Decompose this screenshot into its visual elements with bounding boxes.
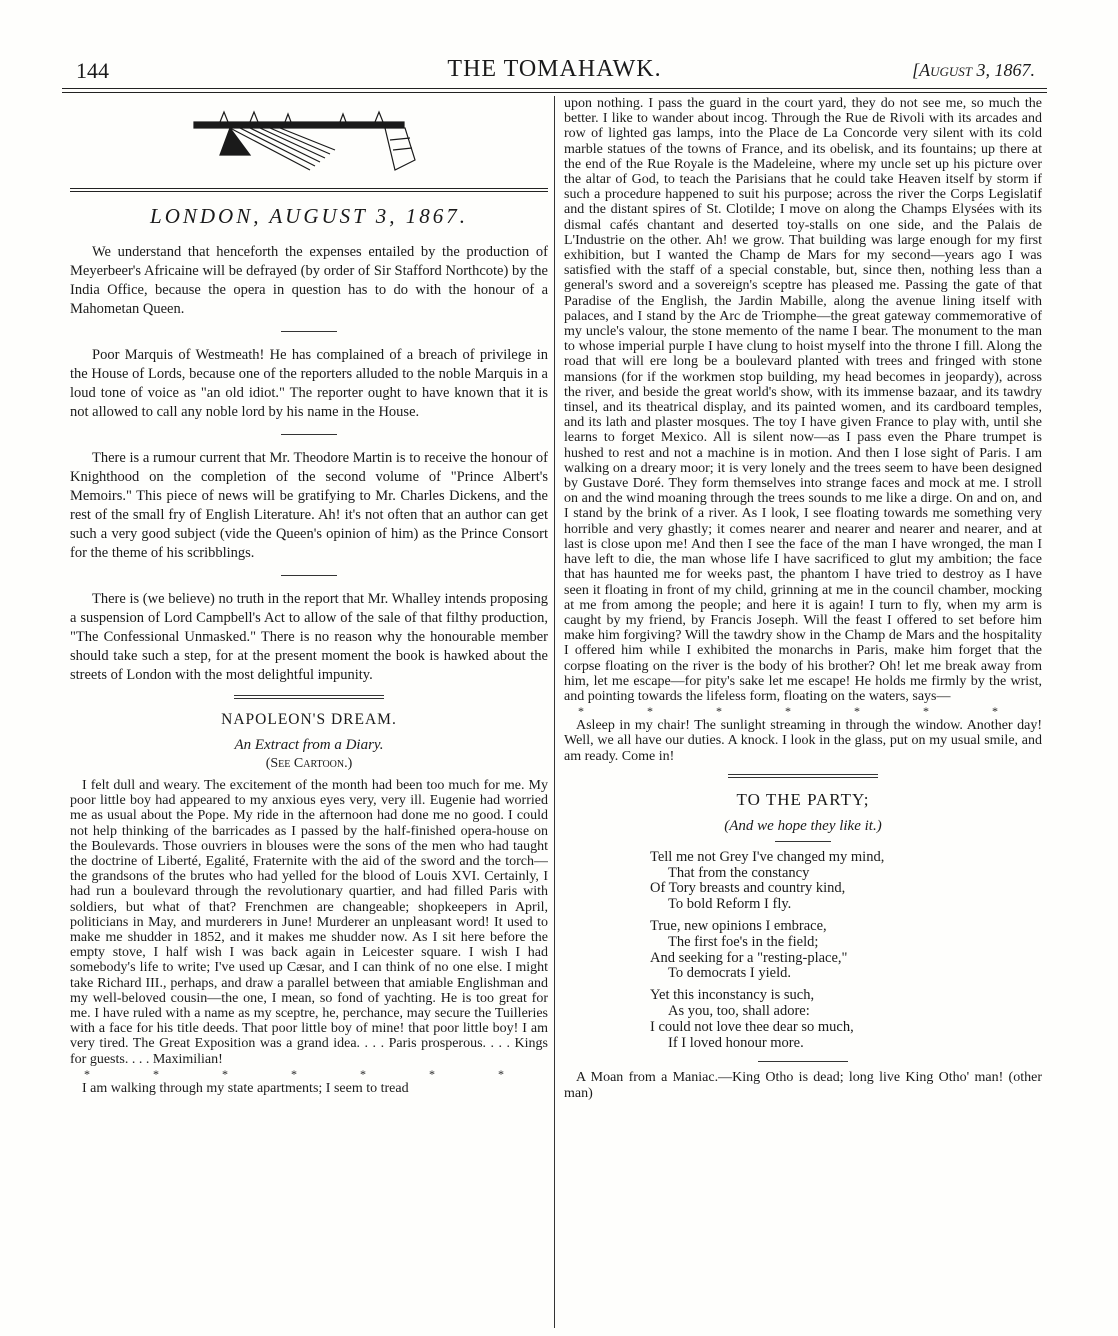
poem-line: As you, too, shall adore: [668,1002,810,1019]
divider [281,434,337,435]
header-rule [62,88,1047,93]
poem-line: To democrats I yield. [668,965,792,982]
poem-line: Of Tory breasts and country kind, [650,880,846,897]
poem-stanza [650,850,1042,913]
paragraph-westmeath: Poor Marquis of Westmeath! He has complained of a breach of privilege in the House of Lords, because one of the reporters alluded to the noble Marquis in a loud tone of voice as "an old idiot." The reporter ought to have known that it is not allowed to call any noble lord by his name in the House. [70,347,548,420]
poem-line: I could not love thee dear so much, [650,1018,854,1035]
newspaper-page [62,48,1047,1288]
section-note: (See Cartoon.) [265,756,353,771]
poem-line: If I loved honour more. [668,1034,804,1051]
left-column [70,96,548,1328]
poem-title: TO THE PARTY; [736,789,870,809]
poem-line: That from the constancy [668,864,810,881]
paragraph-africaine: We understand that henceforth the expenses entailed by the production of Meyerbeer's Africaine will be defrayed (by order of Sir Stafford Northcote) by the India Office, because the opera in question has to do with the honour of a Mahometan Queen. [70,244,548,317]
asterism: * * * * * * * [578,704,1028,719]
poem-line: The first foe's in the field; [668,933,819,950]
poem-line: And seeking for a "resting-place," [650,949,848,966]
paragraph-whalley: There is (we believe) no truth in the report that Mr. Whalley intends proposing a suspension of Lord Campbell's Act to allow of the sale of that filthy production, "The Confessional Unmasked." There is no reason why the honourable member should take such a step, for at the present moment the book is hawked about the streets of London with the most delightful impunity. [70,591,548,683]
section-rule [234,695,384,699]
dream-epilogue: Asleep in my chair! The sunlight streaming in through the window. Another day! Well, we all have our duties. A knock. I look in the glass, put on my usual smile, and am ready. Come in! [564,718,1042,764]
poem-line: Tell me not Grey I've changed my mind, [650,848,885,865]
tomahawk-emblem [70,100,548,180]
dream-text-part2: upon nothing. I pass the guard in the court yard, they do not see me, so much the better. I like to wander about incog. Through the Rue de Rivoli with its arcades and row of lighted gas lamps, into the Place de La Concorde very silent with its cold marble statues of the towns of France, and its obelisk, and its fountains; up there at the end of the Rue Royale is the Madeleine, where my uncle set up his picture over the altar of God, to teach the Parisians that he could take Heaven itself by storm if such a procedure happened to suit his purpose; across the river the Corps Legislatif and the distant spires of St. Clotilde; I move on along the Champs Elysées with its dismal cafés chantant and deserted toy-stalls on one side, and the Palais de L'Industrie on the other. Ah! we grow. That building was large enough for my first exhibition, but I wanted the Champ de Mars for my second—years ago I was satisfied with the staff of a special constable, but, since then, nothing less than a general's sword and a sovereign's sceptre has pleased me. Passing the gate of that Paradise of the English, the Jardin Mabille, along the avenue lining itself with palaces, and I stand by the Arc de Triomphe—the great gateway commemorative of my uncle's valour, the stone memento of the name I bear. The monument to the man to whose imperial purple I have clung to hoist myself into the throne I fill. Along the road that will ere long be a boulevard planted with trees and fringed with stone mansions (for if the workmen stop building, my head becomes in jeopardy), across the river, and beside the great world's show, with its immense bazaar, and its tawdry tinsel, and its theatrical display, and its painted women, and its cardboard temples, and its lath and plaster mosques. The toy I have given France to play with, until she learns to forget Mexico. All is silent now—as I pass even the Phare trumpet is hushed to rest and not a machine is in motion. And then I lose sight of Paris. I am walking on a dreary moor; it is very lonely and the trees seem to have been designed by Gustave Doré. They form themselves into strange faces and mock at me. I stroll on and the wind moaning through the trees sounds to me like a dirge. On and on, and I stand by the brink of a river. As I look, I see floating towards me something very horrible and very ghastly; it comes nearer and nearer and nearer and nearer, and at last is close upon me! And then I see the face of the man I have wronged, the man I have left to die, the man whose life I have sacrificed to glut my ambition; the face that has haunted me for weeks past, the phantom I have tried to destroy as I have seen it floating in front of my child, grinning at me in the council chamber, mocking at me from among the people; and here it is again! I turn to fly, when my arm is caught by my friend, by Francis Joseph. Will the feast I offered to set before him make him forgiving? Will the tawdry show in the Champ de Mars and the hospitality I offered him while I exhibited the monarchs in Paris, make him forget that the corpse floating on the river is the body of his brother? Oh! let me break away from him, let me escape—for pity's sake let me escape! He holds me firmly by the wrist, and pointing towards the lifeless form, floating on the waters, says— [564,96,1042,704]
poem-stanza [650,919,1042,982]
section-title: NAPOLEON'S DREAM. [221,711,397,728]
poem-line: To bold Reform I fly. [668,896,792,913]
poem-line: True, new opinions I embrace, [650,917,827,934]
divider [758,1061,848,1062]
poem-subtitle: (And we hope they like it.) [724,817,882,834]
closing-item: A Moan from a Maniac.—King Otho is dead; long live King Otho' man! (other man) [564,1070,1042,1101]
divider [775,841,831,842]
page-number: 144 [76,58,109,83]
divider [281,575,337,576]
section-subtitle: An Extract from a Diary. [234,737,384,753]
divider [281,331,337,332]
page-header [62,48,1047,84]
dateline: LONDON, AUGUST 3, 1867. [150,204,468,228]
emblem-rule [70,188,548,192]
dream-text-part1: I felt dull and weary. The excitement of the month had been too much for me. My poor little boy had appeared to my anxious eyes very, very ill. Eugenie had worried me as usual about the Pope. My ride in the afternoon had done me no good. I could not help thinking of the barricades as I passed by the half-finished opera-house on the Boulevards. Those ouvriers in blouses were the sons of the men who had taught the doctrine of Liberté, Egalité, Fraternite with the aid of the sword and the torch—the grandsons of the brutes who had yelled for the blood of Louis XVI. Certainly, I had run a boulevard through the revolutionary quartier, and had filled Paris with soldiers, but what of that? Frenchmen are changeable; shopkeepers in April, politicians in May, and murderers in June! Murderer an unpleasant word! It used to make me shudder in 1852, and it makes me shudder now. As I sit here before the empty stove, I half wish I was back again in Leicester square. I wish I had somebody's life to write; I've used up Cæsar, and I can think of no one else. I might take Richard III., perhaps, and draw a parallel between that amiable Englishman and my well-beloved cousin—the one, I mean, so fond of yachting. He is too great for me. I have ruled with a name as my sceptre, he, perchance, may secure the Tuilleries with a face for his title deeds. That poor little boy of mine! that poor little boy! I am very tired. The Great Exposition was a grand idea. . . . Paris prosperous. . . . Kings for guests. . . . Maximilian! [70,778,548,1067]
issue-date: [August 3, 1867. [912,60,1035,80]
asterism: * * * * * * * [84,1066,534,1081]
right-column [564,96,1042,1328]
masthead-title: THE TOMAHAWK. [447,56,662,82]
poem-stanza [650,988,1042,1051]
section-rule [728,774,878,778]
dream-continuation: I am walking through my state apartments; I seem to tread [82,1080,409,1096]
paragraph-theodore-martin: There is a rumour current that Mr. Theodore Martin is to receive the honour of Knighthood on the completion of the second volume of "Prince Albert's Memoirs." This piece of news will be gratifying to Mr. Charles Dickens, and the rest of the small fry of English Literature. Ah! it's not often that an author can get such a very good subject (vide the Queen's opinion of him) as the Prince Consort for the theme of his scribblings. [70,450,548,561]
poem [650,850,1042,1052]
poem-line: Yet this inconstancy is such, [650,987,815,1004]
tomahawk-icon [190,100,430,180]
column-divider [554,96,555,1328]
